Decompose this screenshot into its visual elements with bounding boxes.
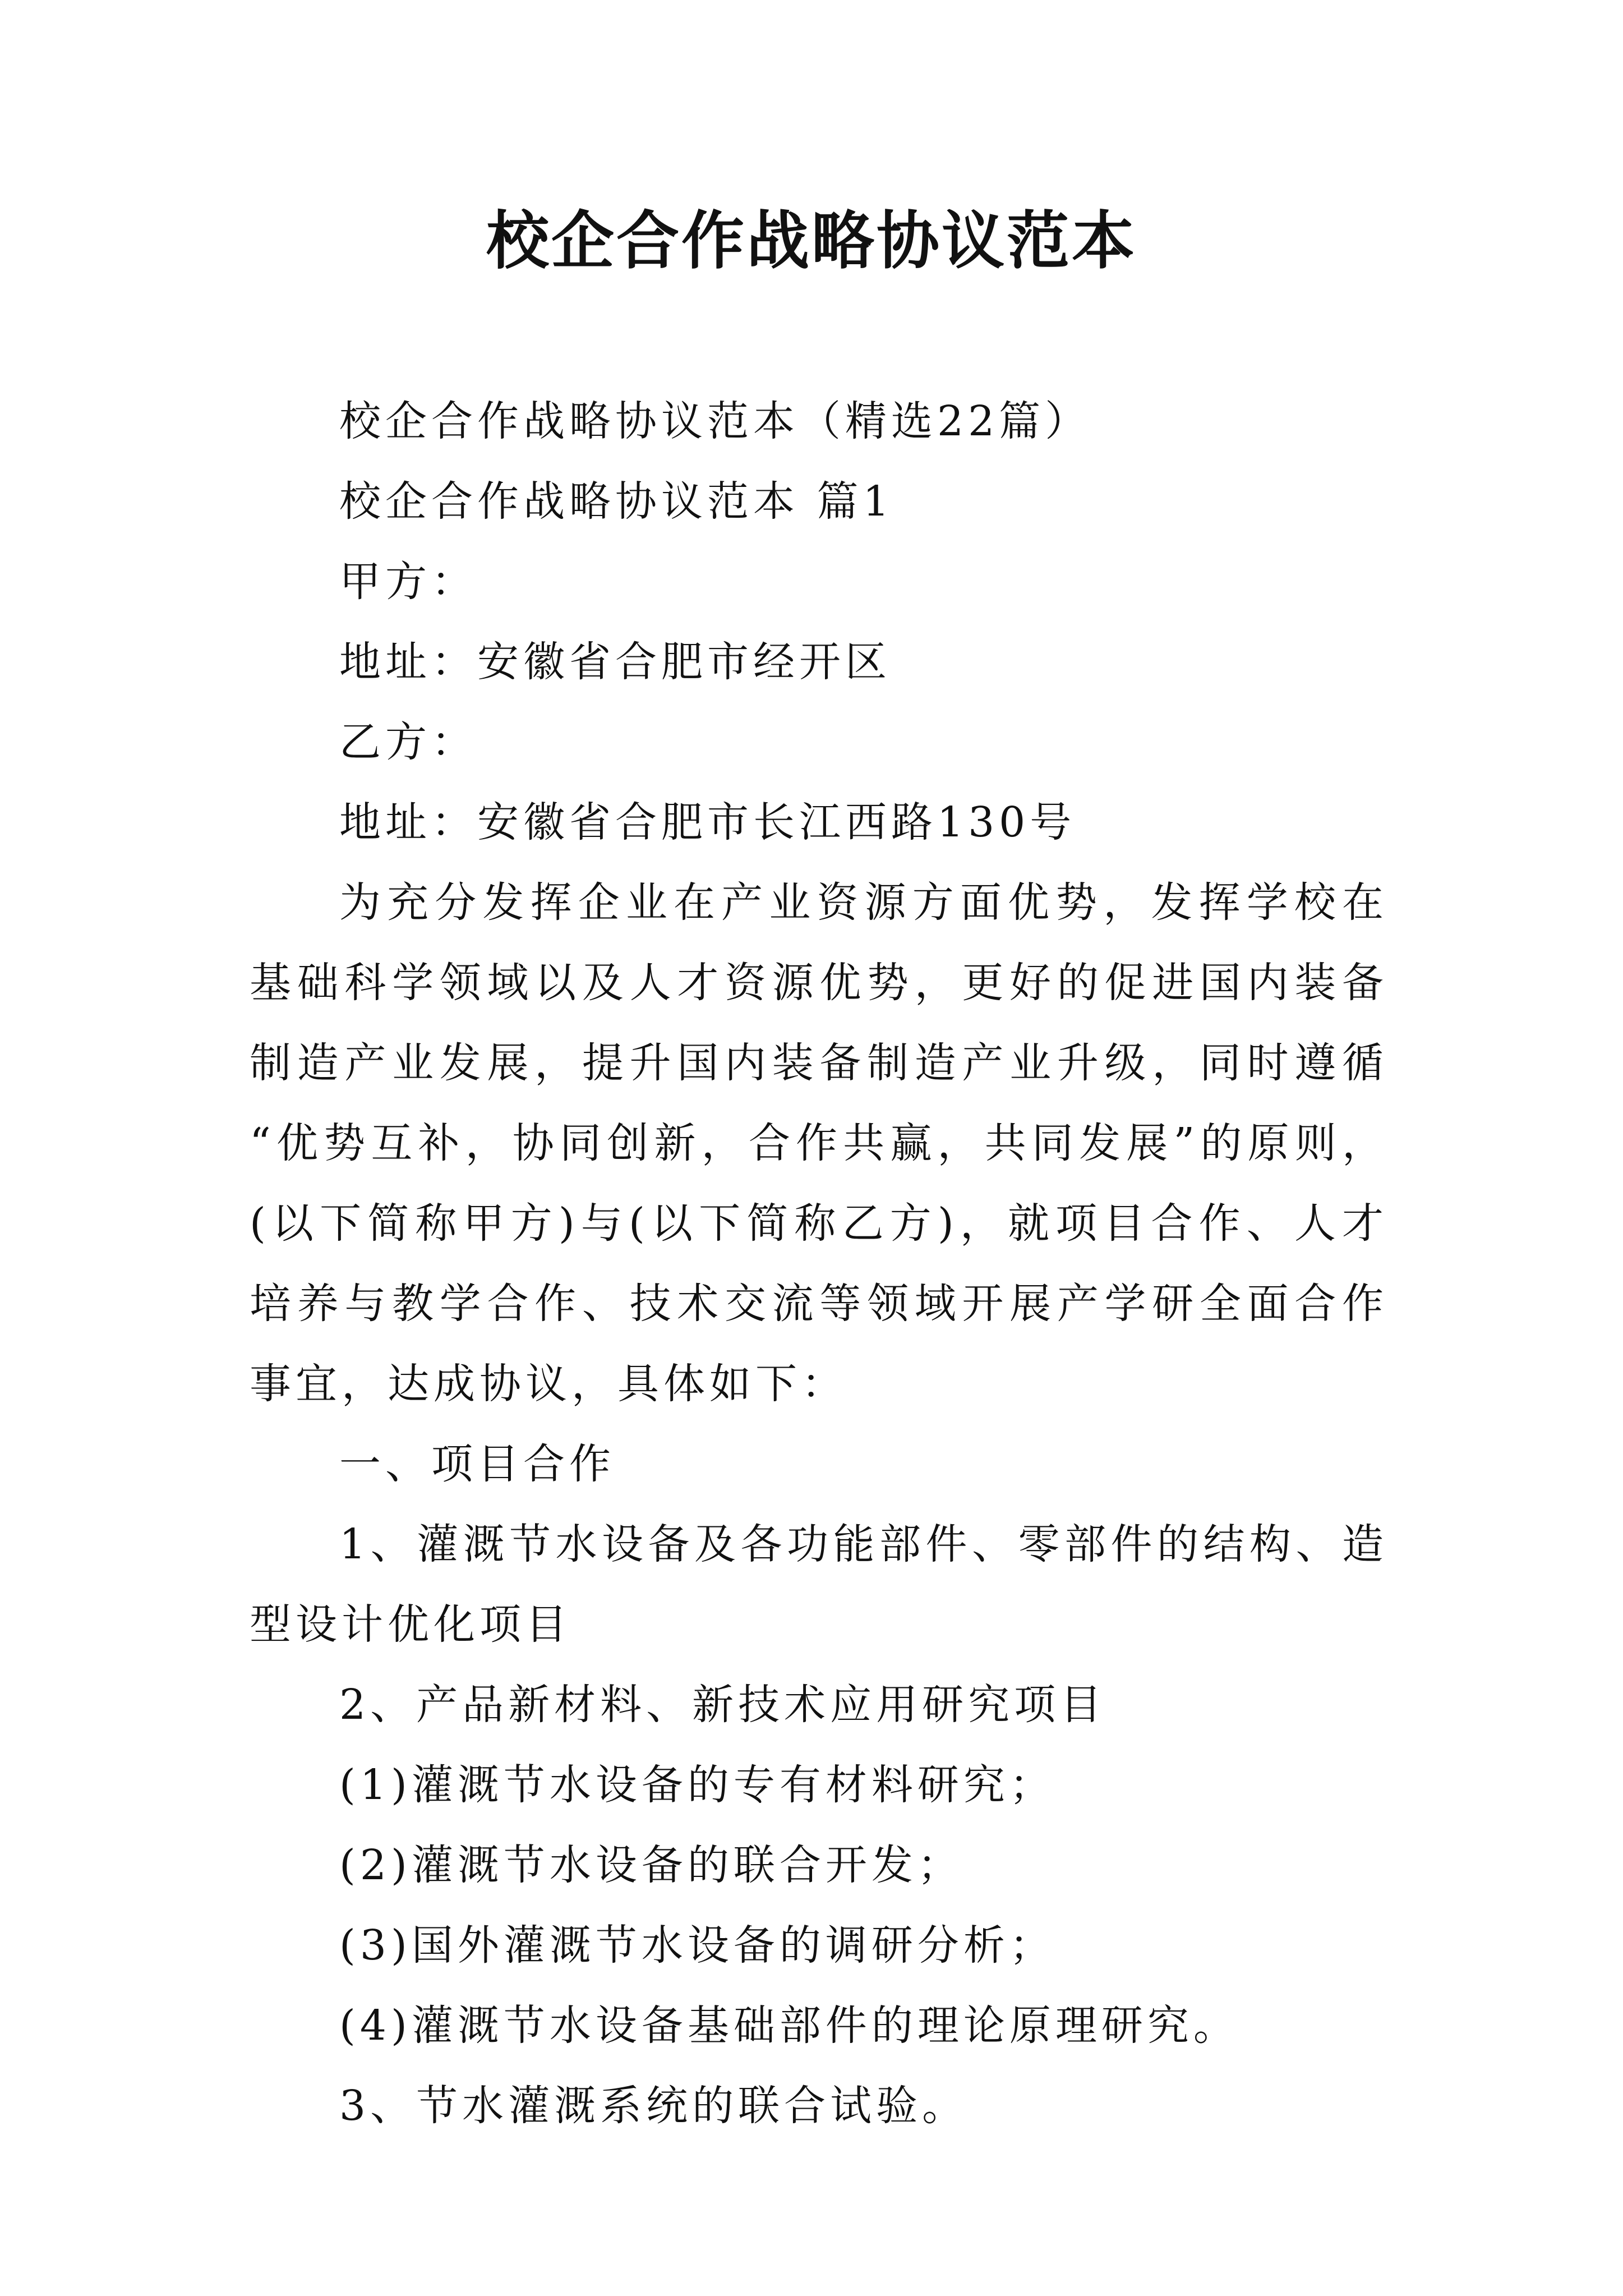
list-item: 3、节水灌溉系统的联合试验。 xyxy=(339,2082,969,2130)
sub-list-item: (1)灌溉节水设备的专有材料研究； xyxy=(339,1761,1055,1809)
subtitle-line: 校企合作战略协议范本（精选22篇） xyxy=(339,397,1091,445)
party-b-address: 地址：安徽省合肥市长江西路130号 xyxy=(339,798,1076,846)
preamble-paragraph: 为充分发挥企业在产业资源方面优势，发挥学校在基础科学领域以及人才资源优势，更好的促进国内装备制造产业发展，提升国内装备制造产业升级，同时遵循 “优势互补，协同创新，合作共赢，共同发展”的原则，(以下简称甲方)与(以下简称乙方)，就项目合作、人才培养与教学合作、技术交流等领域开展产学研全面合作事宜，达成协议，具体如下： xyxy=(250,878,1388,1408)
party-a-label: 甲方： xyxy=(339,558,477,606)
document-title: 校企合作战略协议范本 xyxy=(486,204,1137,278)
sub-list-item: (2)灌溉节水设备的联合开发； xyxy=(339,1841,963,1889)
party-b-label: 乙方： xyxy=(339,718,477,766)
document-body xyxy=(250,381,1388,2146)
section-heading: 校企合作战略协议范本 篇1 xyxy=(339,477,894,526)
party-a-address: 地址：安徽省合肥市经开区 xyxy=(339,638,891,686)
list-item: 1、灌溉节水设备及各功能部件、零部件的结构、造型设计优化项目 xyxy=(250,1520,1388,1649)
sub-list-item: (4)灌溉节水设备基础部件的理论原理研究。 xyxy=(339,2001,1239,2050)
clause-heading: 一、项目合作 xyxy=(339,1440,615,1488)
sub-list-item: (3)国外灌溉节水设备的调研分析； xyxy=(339,1921,1055,1970)
list-item: 2、产品新材料、新技术应用研究项目 xyxy=(339,1681,1106,1729)
